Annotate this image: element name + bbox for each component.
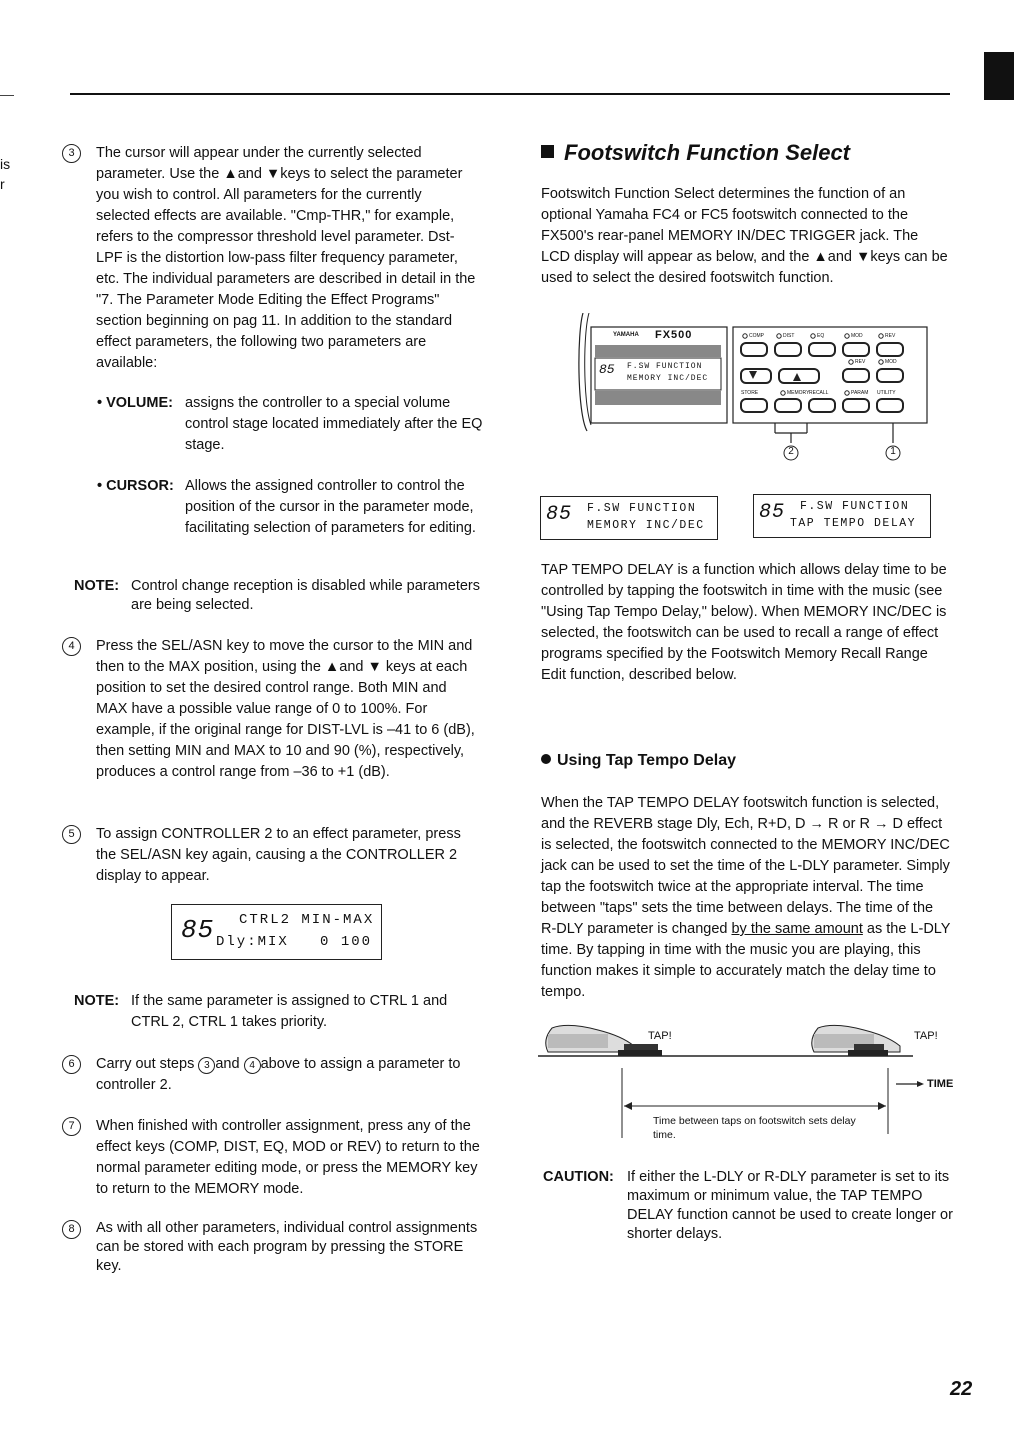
key-label-comp: COMP [749, 333, 764, 339]
step-number: 7 [62, 1117, 81, 1136]
step-text: When finished with controller assignment, press any of the effect keys (COMP, DIST, EQ, MOD or REV) to return to the normal parameter editing mode, or press the MEMORY key to return to the MEMORY mode. [96, 1118, 480, 1197]
note-text: If the same parameter is assigned to CTRL 1 and CTRL 2, CTRL 1 takes priority. [131, 993, 448, 1030]
key-label-rev-2: REV [855, 359, 866, 365]
page-number: 22 [950, 1378, 973, 1400]
step-text [96, 1054, 482, 1096]
margin-mark [0, 95, 14, 96]
note-label: NOTE: [74, 578, 120, 594]
caution-block [543, 1168, 953, 1244]
device-model: FX500 [655, 329, 693, 341]
lcd-memory-inc-dec [540, 496, 718, 540]
callout-2: 2 [788, 446, 794, 457]
lcd-line-1: F.SW FUNCTION [800, 500, 910, 513]
cursor-bullet [97, 476, 487, 536]
lcd-line-1: CTRL2 MIN-MAX [239, 912, 375, 928]
step-number: 5 [62, 825, 81, 844]
key-label-mod-2: MOD [885, 359, 897, 365]
step-number: 4 [62, 637, 81, 656]
subsection-title [541, 752, 736, 770]
fx500-panel-illustration [575, 313, 935, 468]
using-tap-tempo-paragraph [541, 793, 951, 1003]
foot-right-icon [812, 1025, 900, 1056]
square-bullet-icon [541, 145, 554, 158]
using-text-1: When the TAP TEMPO DELAY footswitch function is selected, and the REVERB stage Dly, Ech, R+D, D → R or R → D effect is selected, the footswitch connected to the MEMORY INC/DEC jack can be used to set the time of the L-DLY parameter. Simply tap the footswitch twice at the appropriate interval. The time between "taps" sets the time between delays. The time of the R-DLY parameter is changed [541, 795, 950, 937]
note-priority [74, 992, 484, 1033]
tap-timing-diagram [538, 1018, 958, 1148]
lcd-program-number: 85 [181, 915, 215, 945]
step-number: 3 [62, 144, 81, 163]
round-bullet-icon [541, 754, 551, 764]
step-8 [62, 1219, 482, 1276]
key-label-dist: DIST [783, 333, 795, 339]
section-title [541, 140, 850, 166]
step-4 [62, 636, 482, 783]
subsection-title-text: Using Tap Tempo Delay [557, 752, 736, 769]
lcd-program-number: 85 [546, 503, 573, 526]
step-6 [62, 1054, 482, 1096]
device-lcd-line-2: MEMORY INC/DEC [627, 374, 709, 383]
section-title-text: Footswitch Function Select [564, 140, 851, 165]
step-3 [62, 143, 477, 374]
edge-tab-marker [984, 52, 1014, 100]
lcd-program-number: 85 [759, 501, 786, 524]
lcd-line-2: MEMORY INC/DEC [587, 519, 705, 532]
device-brand: YAMAHA [613, 332, 639, 338]
step-text: The cursor will appear under the currently selected parameter. Use the ▲and ▼keys to select the parameter you wish to control. All parameters for the currently selected effects are available. "Cmp-THR," for example, refers to the compressor threshold level parameter. Dst-LPF is the distortion low-pass filter frequency parameter, etc. The individual parameters are described in detail in the "7. The Parameter Mode Editing the Effect Programs" section beginning on pag 11. In addition to the standard effect parameters, the following two parameters are available: [96, 145, 476, 371]
key-label-utility: UTILITY [877, 390, 896, 396]
step-6-mid: and [215, 1056, 240, 1072]
key-label-rev: REV [885, 333, 896, 339]
intro-paragraph: Footswitch Function Select determines the function of an optional Yamaha FC4 or FC5 footswitch connected to the FX500's rear-panel MEMORY IN/DEC TRIGGER jack. The LCD display will appear as below, and the ▲and ▼keys can be used to select the desired footswitch function. [541, 186, 948, 286]
margin-fragment-2: r [0, 176, 5, 192]
key-label-mod: MOD [851, 333, 863, 339]
tap-label-right: TAP! [914, 1030, 938, 1042]
step-5 [62, 824, 482, 887]
caution-text: If either the L-DLY or R-DLY parameter is set to its maximum or minimum value, the TAP TEMPO DELAY function cannot be used to create longer or shorter delays. [627, 1169, 953, 1242]
step-text: To assign CONTROLLER 2 to an effect parameter, press the SEL/ASN key again, causing a the CONTROLLER 2 display to appear. [96, 826, 461, 884]
note-text: Control change reception is disabled while parameters are being selected. [131, 578, 480, 613]
bullet-term: • VOLUME: [97, 395, 173, 411]
bullet-term: • CURSOR: [97, 478, 174, 494]
device-lcd-line-1: F.SW FUNCTION [627, 362, 703, 371]
step-7 [62, 1116, 482, 1200]
key-label-recall: RECALL [809, 390, 829, 396]
time-label: TIME [927, 1078, 954, 1090]
device-lcd-program: 85 [599, 362, 615, 377]
tap-label-left: TAP! [648, 1030, 672, 1042]
tap-tempo-description: TAP TEMPO DELAY is a function which allows delay time to be controlled by tapping the footswitch in time with the music (see "Using Tap Tempo Delay," below). When MEMORY INC/DEC is selected, the footswitch can be used to recall a range of effect programs specified by the Footswitch Memory Recall Range Edit function, described below. [541, 562, 947, 683]
lcd-line-2: Dly:MIX 0 100 [216, 934, 373, 950]
key-label-memory: MEMORY [787, 390, 810, 396]
step-text: Press the SEL/ASN key to move the cursor to the MIN and then to the MAX position, using the ▲and ▼ keys at each position to set the desired control range. Both MIN and MAX have a possible value range of 0 to 100%. For example, if the original range for DIST-LVL is –41 to 6 (dB), then setting MIN and MAX to 10 and 90 (%), respectively, produces a control range from –36 to +1 (dB). [96, 638, 475, 780]
using-text-2: as the L-DLY time. By tapping in time with the music you are playing, this function makes it simple to accurately match the delay time to tempo. [541, 921, 951, 1000]
step-text: As with all other parameters, individual control assignments can be stored with each program by pressing the STORE key. [96, 1220, 478, 1274]
lcd-line-2: TAP TEMPO DELAY [790, 517, 917, 530]
lcd-ctrl2-display [171, 904, 382, 960]
note-label: NOTE: [74, 993, 120, 1009]
header-rule [70, 93, 950, 95]
key-label-eq: EQ [817, 333, 825, 339]
step-ref-3: 3 [198, 1057, 215, 1074]
step-ref-4: 4 [244, 1057, 261, 1074]
lcd-line-1: F.SW FUNCTION [587, 502, 697, 515]
callout-1: 1 [890, 446, 896, 457]
step-6-post: above to assign a parameter to controller 2. [96, 1056, 461, 1093]
key-label-store: STORE [741, 390, 759, 396]
key-label-param: PARAM [851, 390, 869, 396]
step-6-pre: Carry out steps [96, 1056, 195, 1072]
foot-left-icon [546, 1025, 662, 1056]
bullet-desc: Allows the assigned controller to control the position of the cursor in the parameter mode, facilitating selection of parameters for editing. [185, 478, 476, 536]
lcd-tap-tempo-delay [753, 494, 931, 538]
bullet-desc: assigns the controller to a special volume control stage located immediately after the EQ stage. [185, 395, 483, 453]
volume-bullet [97, 393, 487, 453]
step-number: 8 [62, 1220, 81, 1239]
diagram-caption: Time between taps on footswitch sets delay time. [653, 1115, 856, 1141]
caution-label: CAUTION: [543, 1169, 614, 1185]
margin-fragment-1: is [0, 156, 11, 172]
note-control-change [74, 577, 484, 615]
using-underlined: by the same amount [731, 921, 863, 937]
step-number: 6 [62, 1055, 81, 1074]
